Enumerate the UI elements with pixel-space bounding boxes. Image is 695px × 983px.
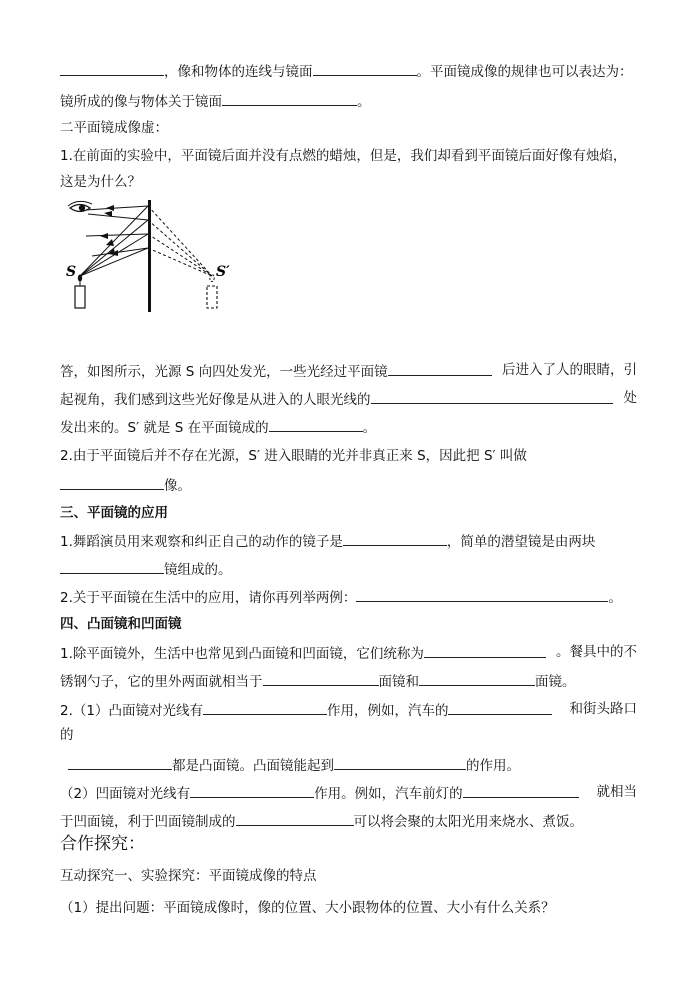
text: 可以将会聚的太阳光用来烧水、煮饭。 — [353, 814, 583, 830]
convex-2 — [60, 699, 637, 721]
text: 。 — [608, 590, 622, 606]
text: 都是凸面镜。凸面镜能起到 — [172, 758, 334, 774]
question-1: 1.在前面的实验中，平面镜后面并没有点燃的蜡烛，但是，我们却看到平面镜后面好像有烛焰， — [60, 148, 627, 164]
candle-icon — [75, 275, 85, 309]
blank[interactable] — [334, 754, 466, 770]
blank[interactable] — [424, 642, 546, 658]
text: ，像和物体的连线与镜面 — [164, 64, 313, 80]
blank[interactable] — [356, 586, 608, 602]
text: 处 — [623, 390, 637, 406]
concave-1 — [60, 782, 637, 804]
blank[interactable] — [343, 530, 447, 546]
text: 2.关于平面镜在生活中的应用，请你再列举两例： — [60, 590, 357, 606]
convex-2-cont: 的 — [60, 727, 74, 743]
blank[interactable] — [269, 416, 363, 432]
text: ，简单的潜望镜是由两块 — [446, 534, 596, 550]
text: 答，如图所示，光源 S 向四处发光，一些光经过平面镜 — [60, 364, 388, 380]
concave-1-cont — [60, 810, 637, 832]
answer-line-2 — [60, 388, 637, 410]
application-2 — [60, 586, 637, 608]
blank[interactable] — [236, 810, 354, 826]
text: 就相当 — [596, 784, 637, 800]
text: 面镜和 — [378, 674, 419, 690]
blank[interactable] — [388, 360, 492, 376]
text: 于凹面镜，利于凹面镜制成的 — [60, 814, 236, 830]
line-1 — [60, 60, 637, 82]
blank[interactable] — [371, 388, 613, 404]
blank[interactable] — [203, 699, 327, 715]
interactive-inquiry: 互动探究一、实验探究：平面镜成像的特点 — [60, 868, 317, 884]
answer-line-1 — [60, 360, 637, 382]
blank[interactable] — [419, 670, 535, 686]
blank[interactable] — [60, 558, 164, 574]
text: 1.除平面镜外，生活中也常见到凸面镜和凹面镜，它们统称为 — [60, 646, 424, 662]
application-1-cont — [60, 558, 637, 580]
source-label: S — [66, 264, 77, 280]
blank[interactable] — [263, 670, 379, 686]
text: 后进入了人的眼睛，引 — [502, 362, 637, 378]
plane-mirror-figure — [62, 198, 232, 318]
cooperation-heading: 合作探究： — [60, 834, 145, 854]
text: 作用。例如，汽车前灯的 — [314, 786, 463, 802]
blank[interactable] — [448, 699, 552, 715]
blank[interactable] — [60, 474, 164, 490]
text: 。 — [362, 420, 377, 436]
text: （2）凹面镜对光线有 — [60, 786, 191, 802]
section-2-title: 二平面镜成像虚： — [60, 120, 168, 136]
text: 作用，例如，汽车的 — [326, 703, 449, 719]
text: 的作用。 — [466, 758, 520, 774]
blank[interactable] — [463, 782, 579, 798]
blank[interactable] — [60, 60, 164, 76]
text: 镜组成的。 — [164, 562, 232, 578]
section-4-title: 四、凸面镜和凹面镜 — [60, 616, 182, 632]
blank[interactable] — [190, 782, 314, 798]
question-2: 2.由于平面镜后并不存在光源，S′ 进入眼睛的光并非真正来 S，因此把 S′ 叫做 — [60, 448, 527, 464]
text: 发出来的。S′ 就是 S 在平面镜成的 — [60, 420, 269, 436]
line-2 — [60, 90, 637, 112]
mirror — [148, 200, 151, 312]
blank[interactable] — [313, 60, 417, 76]
question-2-cont — [60, 474, 637, 496]
text: 。 — [357, 94, 371, 110]
blank[interactable] — [222, 90, 357, 106]
application-1 — [60, 530, 637, 552]
text: 2.（1）凸面镜对光线有 — [60, 703, 203, 719]
raise-question: （1）提出问题：平面镜成像时，像的位置、大小跟物体的位置、大小有什么关系？ — [60, 900, 555, 916]
image-label: S′ — [216, 264, 230, 280]
convex-1 — [60, 642, 637, 664]
text: 和街头路口 — [569, 701, 637, 717]
section-3-title: 三、平面镜的应用 — [60, 505, 168, 521]
question-1-cont: 这是为什么？ — [60, 174, 141, 190]
answer-line-3 — [60, 416, 637, 438]
text: 1.舞蹈演员用来观察和纠正自己的动作的镜子是 — [60, 534, 343, 550]
text: 。平面镜成像的规律也可以表达为： — [416, 64, 633, 80]
convex-1-cont — [60, 670, 637, 692]
text: 面镜。 — [535, 674, 576, 690]
text: 镜所成的像与物体关于镜面 — [60, 94, 222, 110]
text: 像。 — [164, 478, 191, 494]
text: 。餐具中的不 — [556, 644, 637, 660]
text: 锈钢勺子，它的里外两面就相当于 — [60, 674, 263, 690]
convex-2-cont-2 — [60, 754, 637, 776]
blank[interactable] — [68, 754, 172, 770]
text: 起视角，我们感到这些光好像是从进入的人眼光线的 — [60, 392, 371, 408]
